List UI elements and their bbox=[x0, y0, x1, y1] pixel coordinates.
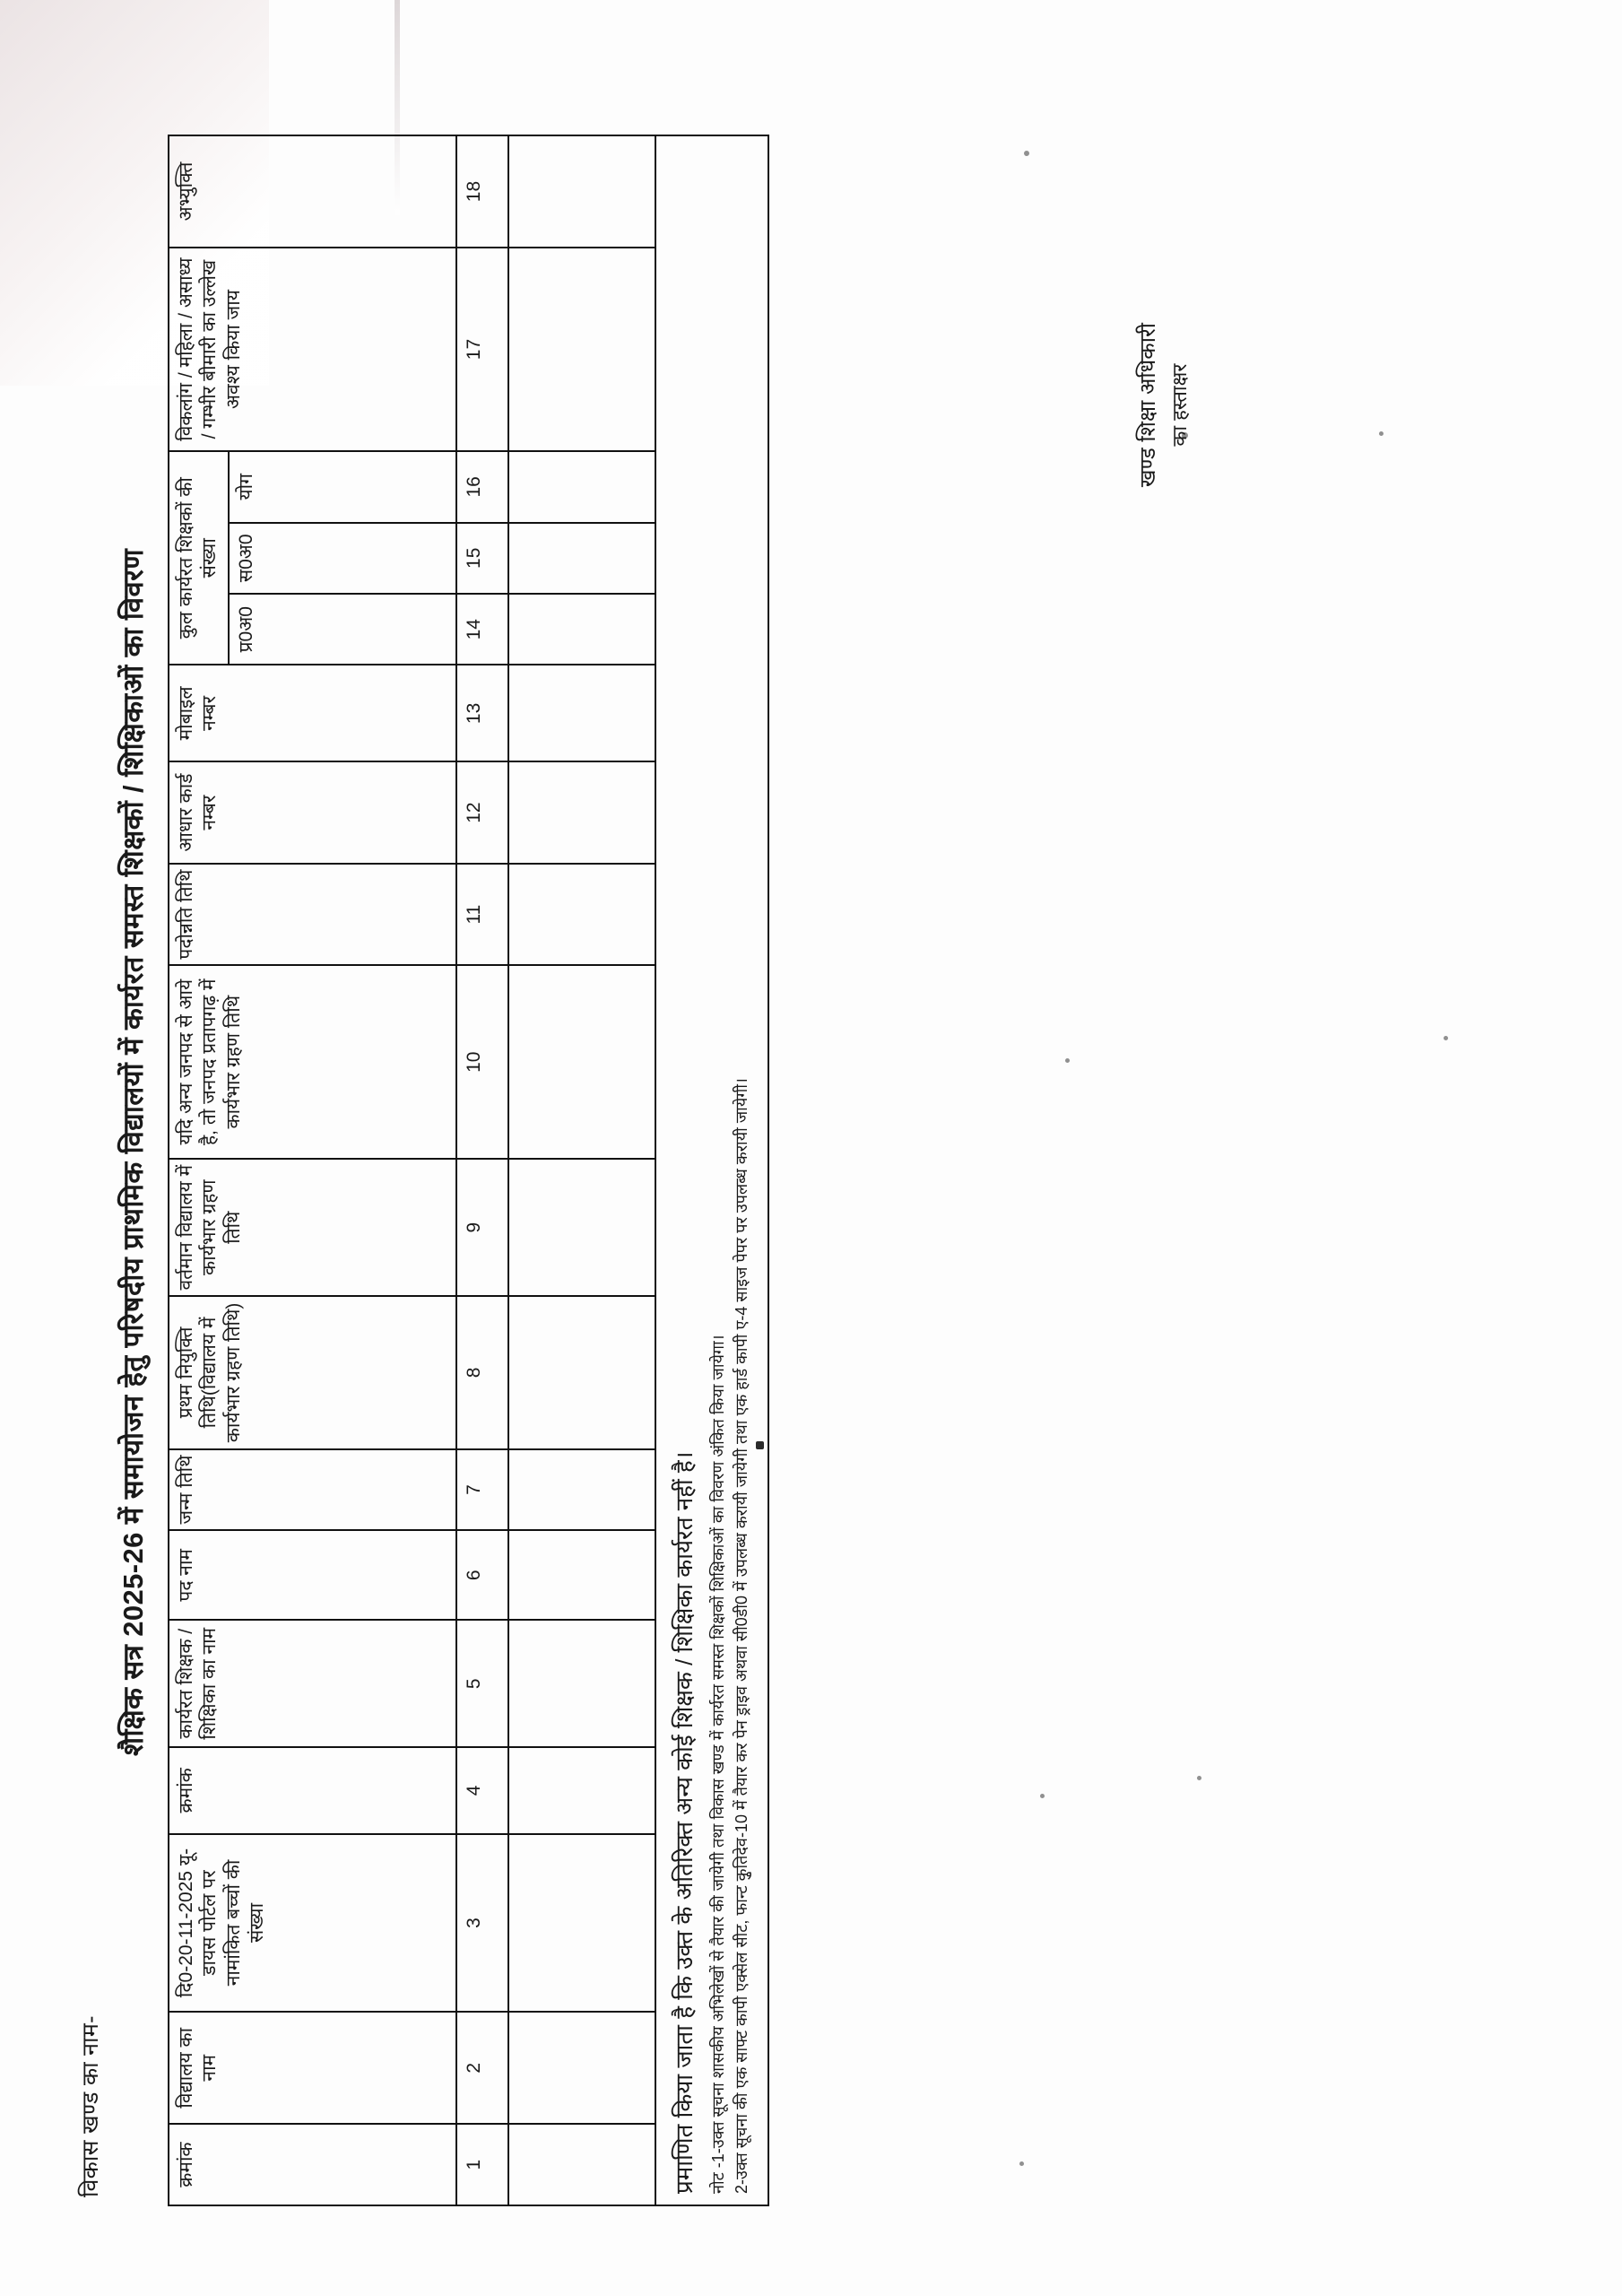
col-header-7: जन्म तिथि bbox=[169, 1449, 456, 1531]
col-header-6: पद नाम bbox=[169, 1530, 456, 1620]
col-num-18: 18 bbox=[455, 135, 507, 248]
note-1: नोट -1-उक्त सूचना शासकीय अभिलेखों से तैयार की जायेगी तथा विकास खण्ड में कार्यरत समस्त शिक्षकों शिक्षिकाओं का विवरण अंकित किया जायेगा। bbox=[708, 1335, 726, 2194]
col-header-10: यदि अन्य जनपद से आये है, तो जनपद प्रतापगढ़ में कार्यभार ग्रहण तिथि bbox=[169, 965, 456, 1159]
col-num-2: 2 bbox=[455, 2012, 507, 2124]
col-header-4: क्रमांक bbox=[169, 1747, 456, 1833]
col-num-7: 7 bbox=[455, 1449, 507, 1531]
signature-line-1: खण्ड शिक्षा अधिकारी bbox=[1135, 323, 1160, 488]
col-num-9: 9 bbox=[455, 1159, 507, 1296]
cell-10[interactable] bbox=[507, 965, 655, 1159]
col-header-8: प्रथम नियुक्ति तिथि(विद्यालय में कार्यभार ग्रहण तिथि) bbox=[169, 1296, 456, 1448]
col-num-10: 10 bbox=[455, 965, 507, 1159]
col-num-17: 17 bbox=[455, 248, 507, 451]
col-num-14: 14 bbox=[455, 594, 507, 665]
cell-3[interactable] bbox=[507, 1834, 655, 2013]
cell-12[interactable] bbox=[507, 761, 655, 864]
cell-16[interactable] bbox=[507, 451, 655, 522]
col-num-3: 3 bbox=[455, 1834, 507, 2013]
col-header-13: मोबाइल नम्बर bbox=[169, 665, 456, 761]
col-num-1: 1 bbox=[455, 2124, 507, 2205]
col-num-15: 15 bbox=[455, 523, 507, 594]
column-number-row bbox=[455, 135, 507, 2205]
cell-6[interactable] bbox=[507, 1530, 655, 1620]
cell-5[interactable] bbox=[507, 1620, 655, 1747]
block-name-label: विकास खण्ड का नाम- bbox=[77, 2015, 103, 2197]
cell-9[interactable] bbox=[507, 1159, 655, 1296]
col-num-5: 5 bbox=[455, 1620, 507, 1747]
col-num-12: 12 bbox=[455, 761, 507, 864]
cell-13[interactable] bbox=[507, 665, 655, 761]
cell-8[interactable] bbox=[507, 1296, 655, 1448]
col-num-6: 6 bbox=[455, 1530, 507, 1620]
col-header-12: आधार कार्ड नम्बर bbox=[169, 761, 456, 864]
col-subheader-15: स0अ0 bbox=[228, 523, 455, 594]
cell-18[interactable] bbox=[507, 135, 655, 248]
notes-section bbox=[655, 135, 769, 2206]
col-num-11: 11 bbox=[455, 864, 507, 966]
table-header-row bbox=[169, 135, 229, 2205]
col-num-8: 8 bbox=[455, 1296, 507, 1448]
teacher-details-table bbox=[168, 135, 656, 2206]
note-2: 2-उक्त सूचना की एक साफ्ट कापी एक्सेल सीट, फान्ट कुृतिदेव-10 में तैयार कर पेन ड्राइव अथवा सी0डी0 में उपलब्ध करायी जायेगी तथा एक हार्ड कापी ए-4 साइज पेपर पर उपलब्ध करायी जायेगी। bbox=[732, 1078, 750, 2194]
cell-15[interactable] bbox=[507, 523, 655, 594]
col-subheader-14: प्र0अ0 bbox=[228, 594, 455, 665]
cell-4[interactable] bbox=[507, 1747, 655, 1833]
signature-line-2: का हस्ताक्षर bbox=[1167, 363, 1191, 447]
col-header-18: अभ्युक्ति bbox=[169, 135, 456, 248]
col-header-3: दि0-20-11-2025 यू-डायस पोर्टल पर नामांकित बच्चों की संख्या bbox=[169, 1834, 456, 2013]
form-body bbox=[74, 99, 1191, 2206]
cell-2[interactable] bbox=[507, 2012, 655, 2124]
table-row[interactable] bbox=[507, 135, 655, 2205]
col-subheader-16: योग bbox=[228, 451, 455, 522]
col-header-1: क्रमांक bbox=[169, 2124, 456, 2205]
col-header-group-total-teachers: कुल कार्यरत शिक्षकों की संख्या bbox=[169, 451, 229, 665]
col-num-13: 13 bbox=[455, 665, 507, 761]
col-num-4: 4 bbox=[455, 1747, 507, 1833]
col-num-16: 16 bbox=[455, 451, 507, 522]
col-header-5: कार्यरत शिक्षक / शिक्षिका का नाम bbox=[169, 1620, 456, 1747]
cell-1[interactable] bbox=[507, 2124, 655, 2205]
page-title: शैक्षिक सत्र 2025-26 में समायोजन हेतु परिषदीय प्राथमिक विद्यालयों में कार्यरत समस्त शिक्षकों / शिक्षिकाओं का विवरण bbox=[117, 548, 149, 1757]
cell-7[interactable] bbox=[507, 1449, 655, 1531]
cell-11[interactable] bbox=[507, 864, 655, 966]
col-header-17: विकलांग / महिला / असाध्य / गम्भीर बीमारी का उल्लेख अवश्य किया जाय bbox=[169, 248, 456, 451]
certification-text: प्रमाणित किया जाता है कि उक्त के अतिरिक्त अन्य कोई शिक्षक / शिक्षिका कार्यरत नहीं है। bbox=[670, 1451, 697, 2194]
col-header-11: पदोन्नति तिथि bbox=[169, 864, 456, 966]
cell-14[interactable] bbox=[507, 594, 655, 665]
cell-17[interactable] bbox=[507, 248, 655, 451]
col-header-9: वर्तमान विद्यालय में कार्यभार ग्रहण तिथि bbox=[169, 1159, 456, 1296]
col-header-2: विद्यालय का नाम bbox=[169, 2012, 456, 2124]
signature-block bbox=[1132, 323, 1194, 487]
